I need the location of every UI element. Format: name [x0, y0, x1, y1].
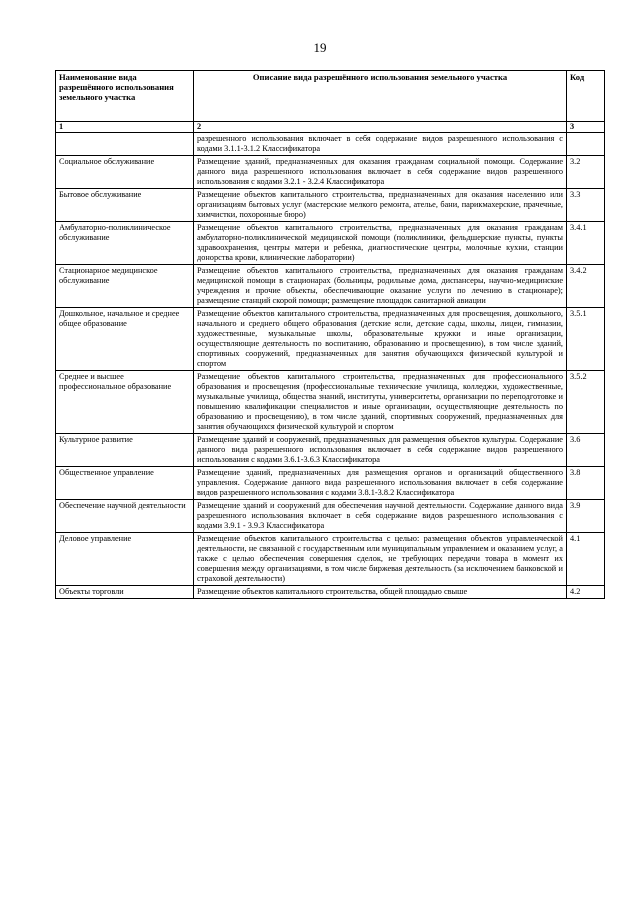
row-code: 3.3	[567, 189, 605, 222]
column-number-1: 1	[56, 122, 194, 133]
header-description: Описание вида разрешённого использования земельного участка	[194, 71, 567, 122]
table-row	[56, 467, 605, 500]
row-name: Общественное управление	[56, 467, 194, 500]
table-row	[56, 434, 605, 467]
column-number-row	[56, 122, 605, 133]
row-description: Размещение объектов капитального строительства, предназначенных для оказания гражданам амбулаторно-поликлинической медицинской помощи (поликлиники, фельдшерские пункты, пункты здравоохранения, центры матери и ребенка, диагностические центры, молочные кухни, станции донорства крови, клинические лаборатории)	[194, 222, 567, 265]
row-name: Обеспечение научной деятельности	[56, 500, 194, 533]
table-row	[56, 189, 605, 222]
row-code: 3.4.1	[567, 222, 605, 265]
row-code: 4.2	[567, 586, 605, 599]
row-description: Размещение зданий, предназначенных для оказания гражданам социальной помощи. Содержание данного вида разрешенного использования включает в себя содержание видов разрешенного использования с кодами 3.2.1 - 3.2.4 Классификатора	[194, 156, 567, 189]
column-number-2: 2	[194, 122, 567, 133]
row-code: 3.6	[567, 434, 605, 467]
table-row	[56, 371, 605, 434]
row-name: Стационарное медицинское обслуживание	[56, 265, 194, 308]
row-name: Социальное обслуживание	[56, 156, 194, 189]
row-code: 3.8	[567, 467, 605, 500]
table-row	[56, 265, 605, 308]
table-row	[56, 156, 605, 189]
row-code: 3.2	[567, 156, 605, 189]
row-name: Объекты торговли	[56, 586, 194, 599]
column-number-3: 3	[567, 122, 605, 133]
row-description: Размещение объектов капитального строительства, предназначенных для оказания гражданам медицинской помощи в стационарах (больницы, родильные дома, диспансеры, научно-медицинские учреждения и прочие объекты, обеспечивающие оказание услуги по лечению в стационаре); размещение станций скорой помощи; размещение площадок санитарной авиации	[194, 265, 567, 308]
row-code: 3.9	[567, 500, 605, 533]
row-name: Бытовое обслуживание	[56, 189, 194, 222]
row-description: Размещение объектов капитального строительства, предназначенных для профессионального образования и просвещения (профессиональные технические училища, колледжи, художественные, музыкальные училища, общества знаний, институты, университеты, организации по переподготовке и повышению квалификации специалистов и иные организации, осуществляющие деятельность по образованию и просвещению), в том числе зданий, спортивных сооружений, предназначенных для занятия обучающихся физической культурой и спортом	[194, 371, 567, 434]
row-description: Размещение объектов капитального строительства, предназначенных для просвещения, дошкольного, начального и среднего общего образования (детские ясли, детские сады, школы, лицеи, гимназии, художественные, музыкальные школы, образовательные кружки и иные организации, осуществляющие деятельность по воспитанию, образованию и просвещению), в том числе зданий, спортивных сооружений, предназначенных для занятия обучающихся физической культурой и спортом	[194, 308, 567, 371]
row-description: Размещение зданий и сооружений, предназначенных для размещения объектов культуры. Содержание данного вида разрешенного использования включает в себя содержание видов разрешенного использования с кодами 3.6.1-3.6.3 Классификатора	[194, 434, 567, 467]
row-description: Размещение объектов капитального строительства с целью: размещения объектов управленческой деятельности, не связанной с государственным или муниципальным управлением и оказанием услуг, а также с целью обеспечения совершения сделок, не требующих передачи товара в момент их совершения между организациями, в том числе биржевая деятельность (за исключением банковской и страховой деятельности)	[194, 533, 567, 586]
row-description: Размещение объектов капитального строительства, общей площадью свыше	[194, 586, 567, 599]
row-name: Дошкольное, начальное и среднее общее образование	[56, 308, 194, 371]
row-description: разрешенного использования включает в себя содержание видов разрешенного использования с кодами 3.1.1-3.1.2 Классификатора	[194, 133, 567, 156]
row-description: Размещение объектов капитального строительства, предназначенных для оказания населению или организациям бытовых услуг (мастерские мелкого ремонта, ателье, бани, парикмахерские, прачечные, химчистки, похоронные бюро)	[194, 189, 567, 222]
table-row	[56, 533, 605, 586]
row-code: 3.4.2	[567, 265, 605, 308]
land-use-table	[55, 70, 605, 599]
table-body	[56, 133, 605, 599]
row-code: 3.5.2	[567, 371, 605, 434]
row-name: Деловое управление	[56, 533, 194, 586]
table-row	[56, 133, 605, 156]
table-row	[56, 586, 605, 599]
table-header-row	[56, 71, 605, 122]
table-row	[56, 222, 605, 265]
page-number: 19	[313, 40, 327, 55]
header-name: Наименование вида разрешённого использования земельного участка	[56, 71, 194, 122]
row-name: Культурное развитие	[56, 434, 194, 467]
row-code: 4.1	[567, 533, 605, 586]
row-description: Размещение зданий, предназначенных для размещения органов и организаций общественного управления. Содержание данного вида разрешенного использования включает в себя содержание видов разрешенного использования с кодами 3.8.1-3.8.2 Классификатора	[194, 467, 567, 500]
row-name	[56, 133, 194, 156]
table-row	[56, 500, 605, 533]
header-code: Код	[567, 71, 605, 122]
row-description: Размещение зданий и сооружений для обеспечения научной деятельности. Содержание данного вида разрешенного использования включает в себя содержание видов разрешенного использования с кодами 3.9.1 - 3.9.3 Классификатора	[194, 500, 567, 533]
table-row	[56, 308, 605, 371]
row-name: Амбулаторно-поликлиническое обслуживание	[56, 222, 194, 265]
row-code	[567, 133, 605, 156]
row-name: Среднее и высшее профессиональное образование	[56, 371, 194, 434]
row-code: 3.5.1	[567, 308, 605, 371]
